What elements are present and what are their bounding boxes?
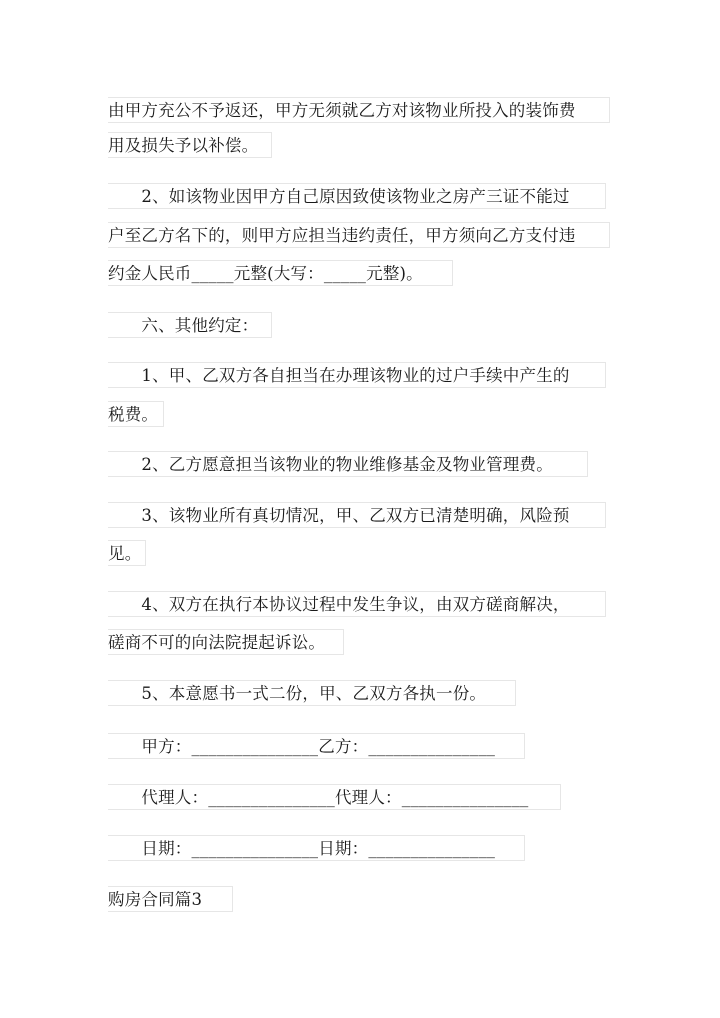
section-6-heading: 六、其他约定： xyxy=(108,312,272,338)
clause-2-line-2: 户至乙方名下的，则甲方应担当违约责任，甲方须向乙方支付违 xyxy=(108,222,610,248)
text-line-1: 由甲方充公不予返还，甲方无须就乙方对该物业所投入的装饰费 xyxy=(108,97,610,123)
clause-6-3-line-2: 见。 xyxy=(108,540,146,566)
clause-6-5: 5、本意愿书一式二份，甲、乙双方各执一份。 xyxy=(108,680,516,706)
next-section-title: 购房合同篇3 xyxy=(108,886,233,912)
signature-party-line: 甲方：_______________乙方：_______________ xyxy=(108,733,525,759)
signature-date-line: 日期：_______________日期：_______________ xyxy=(108,835,525,861)
clause-6-4-line-2: 磋商不可的向法院提起诉讼。 xyxy=(108,629,344,655)
text-line-2: 用及损失予以补偿。 xyxy=(108,132,272,158)
clause-2-line-1: 2、如该物业因甲方自己原因致使该物业之房产三证不能过 xyxy=(108,183,606,209)
clause-6-2: 2、乙方愿意担当该物业的物业维修基金及物业管理费。 xyxy=(108,451,588,477)
clause-2-line-3: 约金人民币_____元整(大写：_____元整)。 xyxy=(108,260,453,286)
clause-6-4-line-1: 4、双方在执行本协议过程中发生争议，由双方磋商解决， xyxy=(108,591,606,617)
clause-6-1-line-2: 税费。 xyxy=(108,401,164,427)
signature-agent-line: 代理人：_______________代理人：_______________ xyxy=(108,784,561,810)
clause-6-1-line-1: 1、甲、乙双方各自担当在办理该物业的过户手续中产生的 xyxy=(108,362,606,388)
clause-6-3-line-1: 3、该物业所有真切情况，甲、乙双方已清楚明确，风险预 xyxy=(108,502,606,528)
